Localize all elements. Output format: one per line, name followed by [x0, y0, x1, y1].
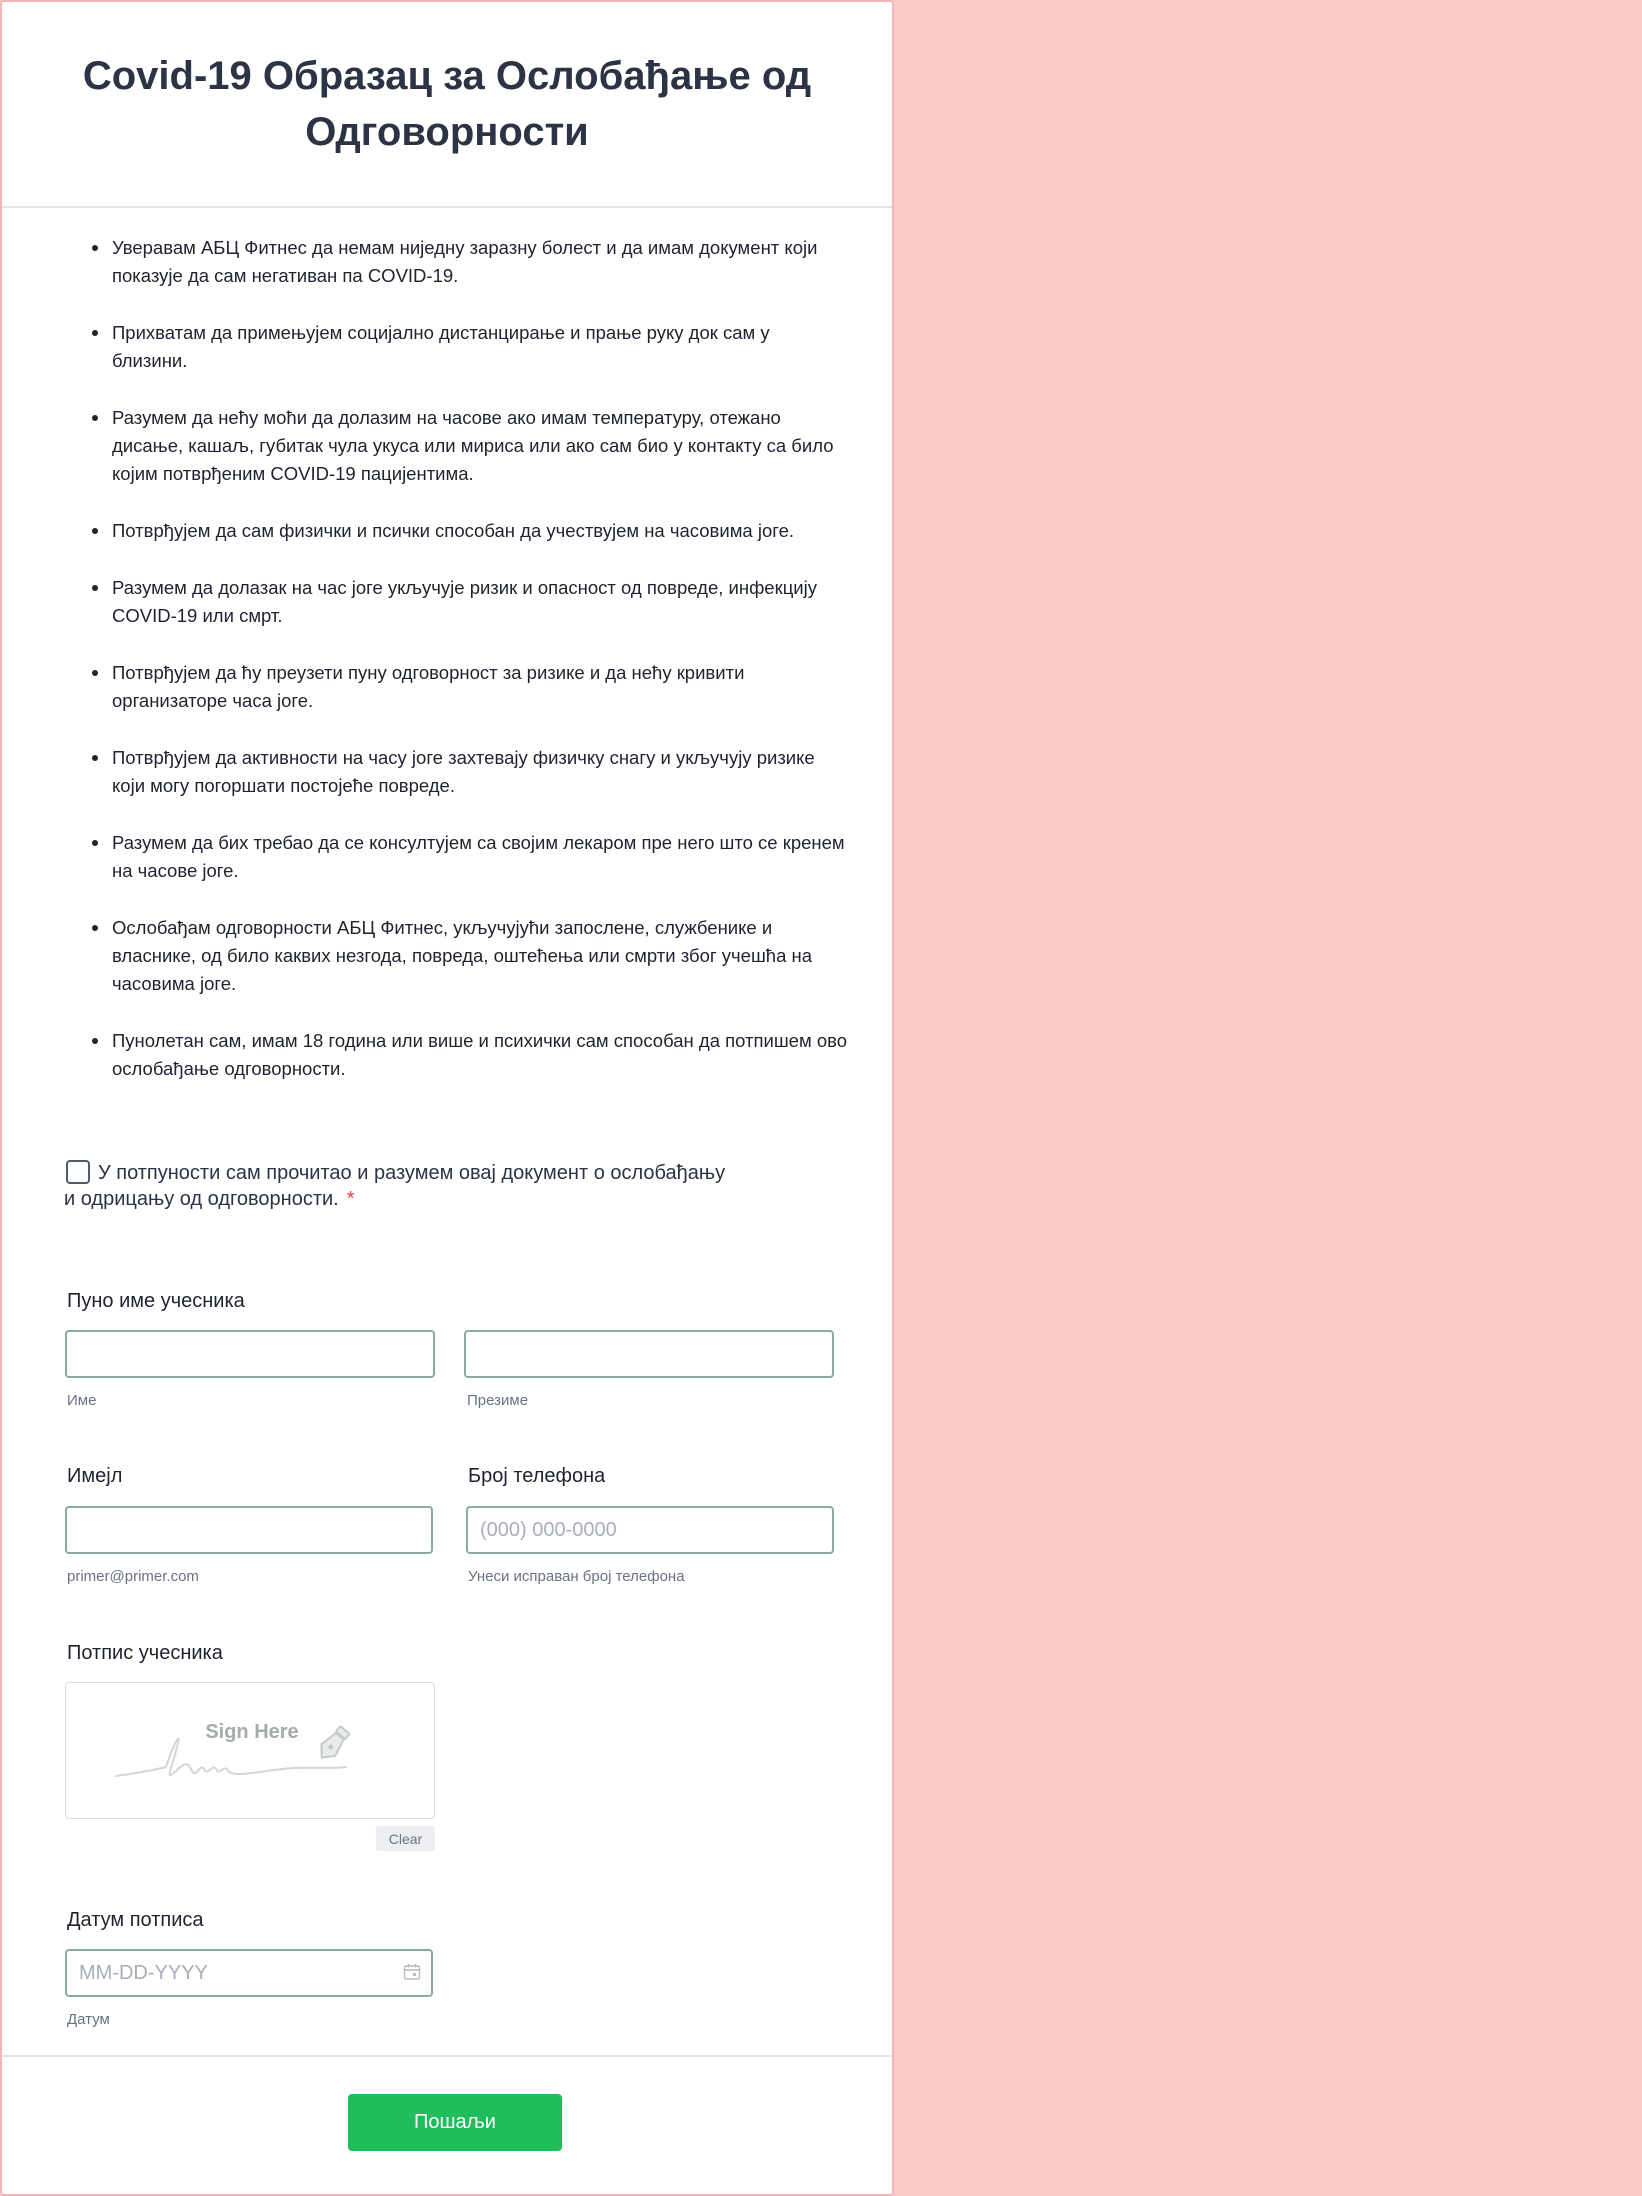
- consent-checkbox[interactable]: [66, 1160, 90, 1184]
- date-sublabel: Датум: [67, 2011, 110, 2028]
- sign-here-text: Sign Here: [205, 1721, 299, 1743]
- first-name-input[interactable]: [65, 1330, 435, 1378]
- last-name-input[interactable]: [464, 1330, 834, 1378]
- consent-text-line2: и одрицању од одговорности.: [64, 1188, 339, 1210]
- consent-text-line1: У потпуности сам прочитао и разумем овај документ о ослобађању: [98, 1162, 726, 1184]
- rule-item: Потврђујем да активности на часу јоге захтевају физичку снагу и укључују ризике који могу погоршати постојеће повреде.: [90, 744, 850, 800]
- rule-item: Уверавам АБЦ Фитнес да немам ниједну заразну болест и да имам документ који показује да сам негативан па COVID-19.: [90, 234, 850, 290]
- full-name-label: Пуно име учесника: [67, 1290, 245, 1312]
- form-header: [2, 2, 892, 208]
- consent-row: [64, 1160, 784, 1212]
- submit-button[interactable]: Пошаљи: [348, 2094, 562, 2151]
- form-footer: [2, 2055, 892, 2196]
- rule-item: Потврђујем да сам физички и псички способан да учествујем на часовима јоге.: [90, 517, 850, 545]
- rule-item: Разумем да нећу моћи да долазим на часове ако имам температуру, отежано дисање, кашаљ, губитак чула укуса или мириса или ако сам био у контакту са било којим потврђеним COVID-19 пацијентима.: [90, 404, 850, 488]
- date-label: Датум потписа: [67, 1909, 204, 1931]
- required-mark: *: [346, 1188, 355, 1210]
- signature-pad[interactable]: [65, 1682, 435, 1819]
- rule-item: Разумем да бих требао да се консултујем са својим лекаром пре него што се кренем на часове јоге.: [90, 829, 850, 885]
- email-label: Имејл: [67, 1465, 123, 1487]
- waiver-rules-list: [90, 234, 850, 1112]
- email-input[interactable]: [65, 1506, 433, 1554]
- first-name-sublabel: Име: [67, 1392, 97, 1409]
- phone-label: Број телефона: [468, 1465, 606, 1487]
- signature-placeholder-graphic: [66, 1683, 436, 1820]
- pen-nib-icon: [315, 1724, 352, 1763]
- phone-sublabel: Унеси исправан број телефона: [468, 1568, 685, 1585]
- calendar-icon[interactable]: [403, 1963, 421, 1981]
- date-field: [65, 1949, 433, 1997]
- rule-item: Прихватам да примењујем социјално дистанцирање и прање руку док сам у близини.: [90, 319, 850, 375]
- rule-item: Разумем да долазак на час јоге укључује ризик и опасност од повреде, инфекцију COVID-19 или смрт.: [90, 574, 850, 630]
- clear-signature-button[interactable]: Clear: [376, 1826, 435, 1851]
- date-input[interactable]: [65, 1949, 433, 1997]
- rule-item: Ослобађам одговорности АБЦ Фитнес, укључујући запослене, службенике и власнике, од било каквих незгода, повреда, оштећења или смрти због учешћа на часовима јоге.: [90, 914, 850, 998]
- phone-input[interactable]: [466, 1506, 834, 1554]
- signature-label: Потпис учесника: [67, 1642, 223, 1664]
- form-title: Covid-19 Образац за Ослобађање од Одговорности: [82, 54, 812, 154]
- last-name-sublabel: Презиме: [467, 1392, 529, 1409]
- email-sublabel: primer@primer.com: [67, 1568, 199, 1585]
- rule-item: Пунолетан сам, имам 18 година или више и психички сам способан да потпишем ово ослобађање одговорности.: [90, 1027, 850, 1083]
- rule-item: Потврђујем да ћу преузети пуну одговорност за ризике и да нећу кривити организаторе часа јоге.: [90, 659, 850, 715]
